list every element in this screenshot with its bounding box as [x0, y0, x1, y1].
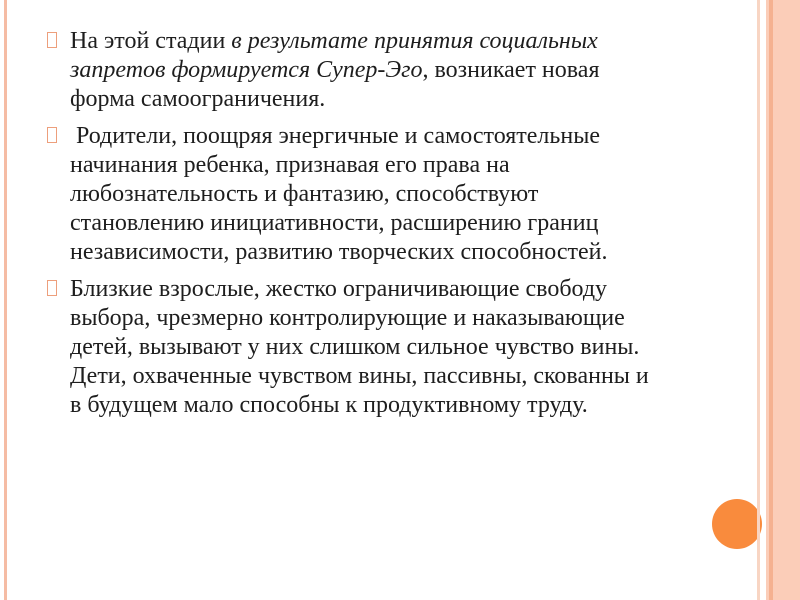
text-run: Родители, поощряя энергичные и самостоятельные начинания ребенка, признавая его права на любознательность и фантазию, способствуют становлению инициативности, расширению границ независимости, развитию творческих способностей. — [70, 123, 608, 265]
right-accent-line — [757, 0, 760, 600]
orange-circle-decoration — [712, 499, 762, 549]
left-accent-line — [4, 0, 7, 600]
list-item — [47, 27, 672, 114]
text-run: На этой стадии — [70, 28, 232, 54]
text-run: Близкие взрослые, жестко ограничивающие свободу выбора, чрезмерно контролирующие и наказывающие детей, вызывают у них слишком сильное чувство вины. Дети, охваченные чувством вины, пассивны, скованны и в будущем мало способны к продуктивному труду. — [70, 276, 655, 418]
text-run-italic: в результате принятия социальных запретов формируется Супер-Эго — [70, 28, 604, 83]
bullet-icon — [47, 32, 57, 48]
right-accent-bar — [766, 0, 800, 600]
text-run: , возникает новая форма самоограничения. — [70, 57, 606, 112]
list-item — [47, 275, 672, 420]
slide-body — [47, 27, 672, 428]
right-accent-bar-stripe — [769, 0, 773, 600]
bullet-text — [70, 275, 665, 420]
bullet-icon — [47, 127, 57, 143]
list-item — [47, 122, 672, 267]
bullet-icon — [47, 280, 57, 296]
bullet-text — [70, 122, 665, 267]
bullet-text — [70, 27, 665, 114]
